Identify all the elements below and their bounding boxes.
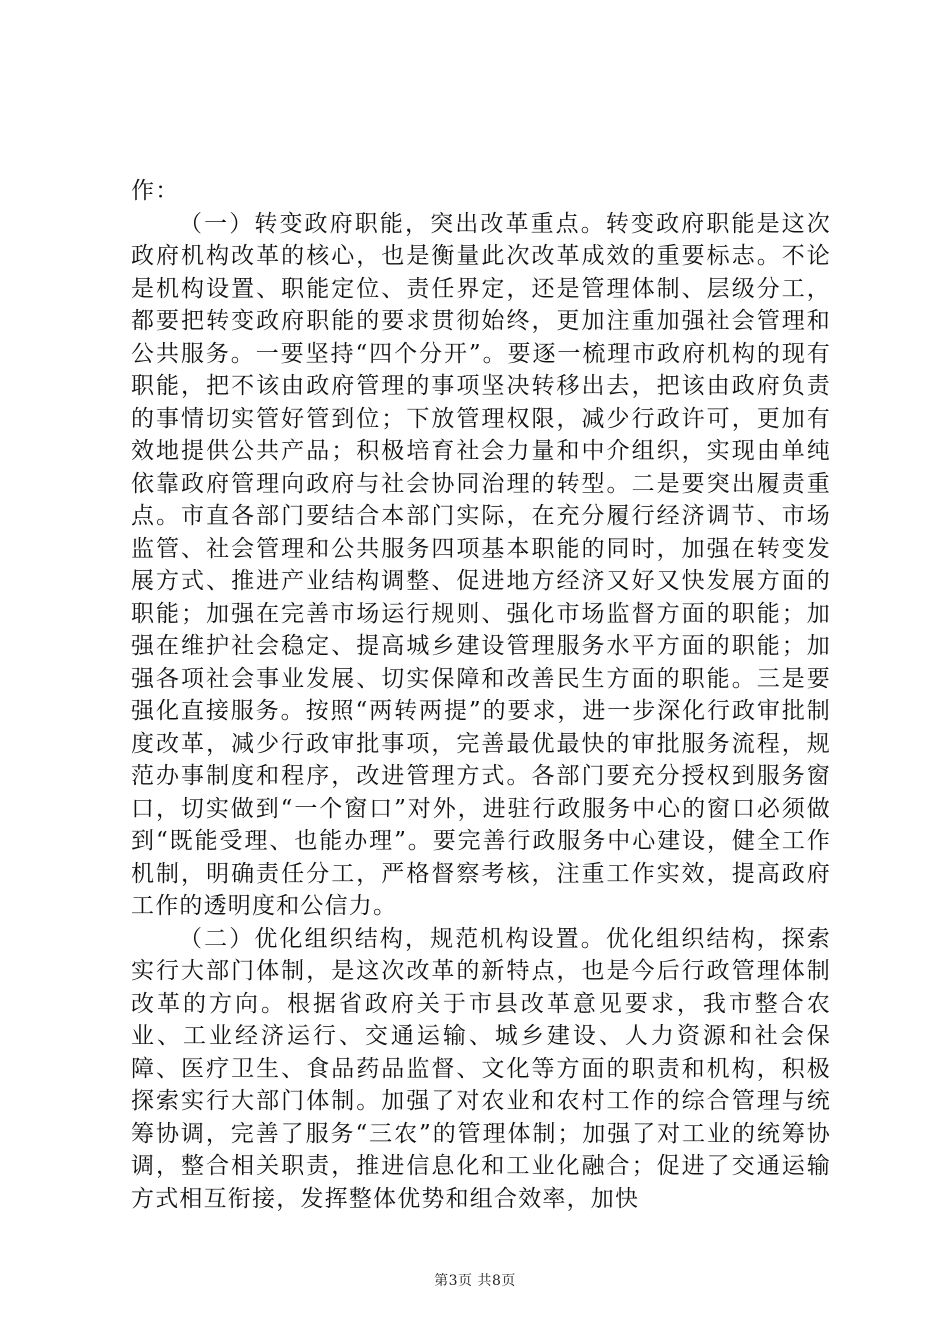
page-footer: 第3页 共8页	[434, 1273, 516, 1289]
document-body	[131, 175, 831, 1215]
paragraph-1: （一）转变政府职能，突出改革重点。转变政府职能是这次政府机构改革的核心，也是衡量此次改革成效的重要标志。不论是机构设置、职能定位、责任界定，还是管理体制、层级分工，都要把转变政府职能的要求贯彻始终，更加注重加强社会管理和公共服务。一要坚持“四个分开”。要逐一梳理市政府机构的现有职能，把不该由政府管理的事项坚决转移出去，把该由政府负责的事情切实管好管到位；下放管理权限，减少行政许可，更加有效地提供公共产品；积极培育社会力量和中介组织，实现由单纯依靠政府管理向政府与社会协同治理的转型。二是要突出履责重点。市直各部门要结合本部门实际，在充分履行经济调节、市场监管、社会管理和公共服务四项基本职能的同时，加强在转变发展方式、推进产业结构调整、促进地方经济又好又快发展方面的职能；加强在完善市场运行规则、强化市场监督方面的职能；加强在维护社会稳定、提高城乡建设管理服务水平方面的职能；加强各项社会事业发展、切实保障和改善民生方面的职能。三是要强化直接服务。按照“两转两提”的要求，进一步深化行政审批制度改革，减少行政审批事项，完善最优最快的审批服务流程，规范办事制度和程序，改进管理方式。各部门要充分授权到服务窗口，切实做到“一个窗口”对外，进驻行政服务中心的窗口必须做到“既能受理、也能办理”。要完善行政服务中心建设，健全工作机制，明确责任分工，严格督察考核，注重工作实效，提高政府工作的透明度和公信力。	[131, 210, 831, 919]
paragraph-2: （二）优化组织结构，规范机构设置。优化组织结构，探索实行大部门体制，是这次改革的新特点，也是今后行政管理体制改革的方向。根据省政府关于市县改革意见要求，我市整合农业、工业经济运行、交通运输、城乡建设、人力资源和社会保障、医疗卫生、食品药品监督、文化等方面的职责和机构，积极探索实行大部门体制。加强了对农业和农村工作的综合管理与统筹协调，完善了服务“三农”的管理体制；加强了对工业的统筹协调，整合相关职责，推进信息化和工业化融合；促进了交通运输方式相互衔接，发挥整体优势和组合效率，加快	[131, 925, 831, 1212]
continuation-line: 作：	[131, 178, 180, 204]
